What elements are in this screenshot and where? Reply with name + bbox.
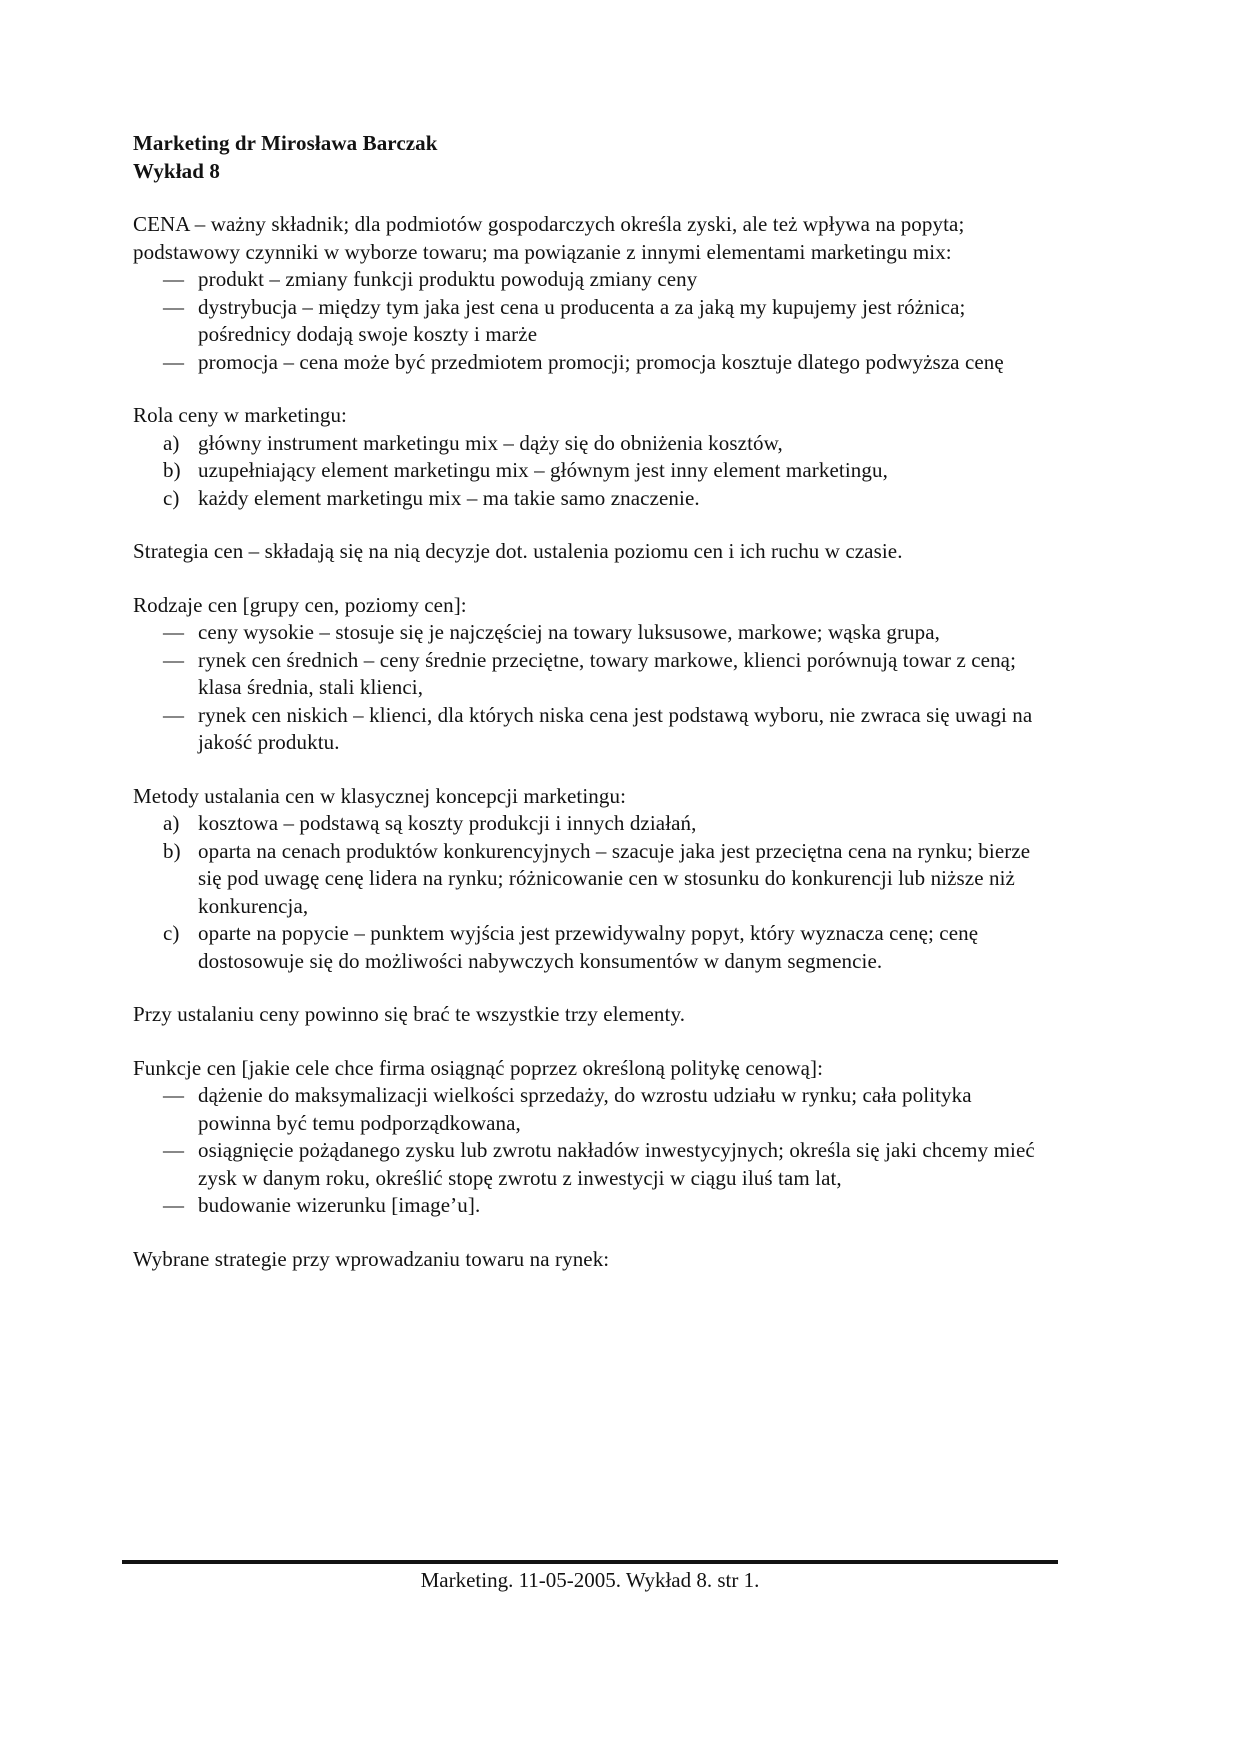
paragraph-strategia: Strategia cen – składają się na nią decyzje dot. ustalenia poziomu cen i ich ruchu w czasie. xyxy=(133,539,903,563)
funkcje-list xyxy=(133,1082,1047,1220)
letter-marker: b) xyxy=(163,458,181,482)
list-item-text: ceny wysokie – stosuje się je najczęściej na towary luksusowe, markowe; wąska grupa, xyxy=(198,620,941,644)
list-item-text: promocja – cena może być przedmiotem promocji; promocja kosztuje dlatego podwyższa cenę xyxy=(198,349,1004,374)
footer-rule xyxy=(122,1560,1058,1564)
list-item xyxy=(133,619,1047,647)
list-item xyxy=(133,1082,1047,1137)
metody-list xyxy=(133,810,1047,975)
list-item xyxy=(133,810,1047,838)
dash-marker: — xyxy=(163,1193,185,1217)
list-item-text: oparta na cenach produktów konkurencyjnych – szacuje jaka jest przeciętna cena na rynku; bierze się pod uwagę cenę lidera na rynku; różnicowanie cen w stosunku do konkurencji lub niższe niż konkurencja, xyxy=(198,838,1031,918)
dash-marker: — xyxy=(163,647,185,672)
list-item xyxy=(133,349,1047,377)
list-item-text: rynek cen niskich – klienci, dla których niska cena jest podstawą wyboru, nie zwraca się uwagi na jakość produktu. xyxy=(198,702,1033,754)
rodzaje-list xyxy=(133,619,1047,757)
letter-marker: c) xyxy=(163,921,180,945)
list-item xyxy=(133,1192,1047,1220)
dash-marker: — xyxy=(163,620,185,644)
letter-marker: b) xyxy=(163,838,181,863)
dash-marker: — xyxy=(163,1083,185,1107)
list-item-text: oparte na popycie – punktem wyjścia jest przewidywalny popyt, który wyznacza cenę; cenę dostosowuje się do możliwości nabywczych konsumentów w danym segmencie. xyxy=(198,921,979,973)
paragraph-przy-ustalaniu: Przy ustalaniu ceny powinno się brać te wszystkie trzy elementy. xyxy=(133,1002,686,1026)
list-item xyxy=(133,838,1047,921)
list-item xyxy=(133,647,1047,702)
paragraph-wybrane-strategie: Wybrane strategie przy wprowadzaniu towaru na rynek: xyxy=(133,1246,610,1271)
letter-marker: a) xyxy=(163,811,180,835)
letter-marker: a) xyxy=(163,430,180,455)
dash-marker: — xyxy=(163,702,185,727)
rola-list xyxy=(133,430,1047,513)
list-item-text: produkt – zmiany funkcji produktu powodują zmiany ceny xyxy=(198,267,698,291)
list-item xyxy=(133,294,1047,349)
section-heading-rodzaje: Rodzaje cen [grupy cen, poziomy cen]: xyxy=(133,592,467,617)
list-item-text: każdy element marketingu mix – ma takie samo znaczenie. xyxy=(198,485,700,510)
list-item-text: osiągnięcie pożądanego zysku lub zwrotu nakładów inwestycyjnych; określa się jaki chcemy mieć zysk w danym roku, określić stopę zwrotu z inwestycji w ciągu iluś tam lat, xyxy=(198,1138,1035,1190)
list-item-text: budowanie wizerunku [image’u]. xyxy=(198,1193,481,1217)
document-title: Marketing dr Mirosława Barczak xyxy=(133,131,438,155)
dash-marker: — xyxy=(163,1138,185,1162)
list-item xyxy=(133,430,1047,458)
section-heading-funkcje: Funkcje cen [jakie cele chce firma osiągnąć poprzez określoną politykę cenową]: xyxy=(133,1055,824,1080)
section-heading-rola: Rola ceny w marketingu: xyxy=(133,403,347,427)
footer-text: Marketing. 11-05-2005. Wykład 8. str 1. xyxy=(420,1568,760,1592)
dash-marker: — xyxy=(163,294,185,319)
lecture-number: Wykład 8 xyxy=(133,158,220,183)
marketing-mix-list xyxy=(133,266,1047,376)
list-item-text: kosztowa – podstawą są koszty produkcji i innych działań, xyxy=(198,811,697,835)
list-item-text: uzupełniający element marketingu mix – głównym jest inny element marketingu, xyxy=(198,458,888,482)
page-footer xyxy=(122,1560,1058,1594)
list-item xyxy=(133,702,1047,757)
list-item-text: dystrybucja – między tym jaka jest cena u producenta a za jaką my kupujemy jest różnica; pośrednicy dodają swoje koszty i marże xyxy=(198,294,966,346)
dash-marker: — xyxy=(163,267,185,291)
list-item xyxy=(133,485,1047,513)
section-heading-metody: Metody ustalania cen w klasycznej koncepcji marketingu: xyxy=(133,783,627,808)
list-item xyxy=(133,920,1047,975)
list-item-text: rynek cen średnich – ceny średnie przeciętne, towary markowe, klienci porównują towar z ceną; klasa średnia, stali klienci, xyxy=(198,647,1017,699)
paragraph-cena: CENA – ważny składnik; dla podmiotów gospodarczych określa zyski, ale też wpływa na popyta; podstawowy czynniki w wyborze towaru; ma powiązanie z innymi elementami marketingu mix: xyxy=(133,212,965,264)
list-item xyxy=(133,1137,1047,1192)
list-item xyxy=(133,457,1047,485)
letter-marker: c) xyxy=(163,485,180,510)
document-content xyxy=(133,130,1047,1273)
list-item xyxy=(133,266,1047,294)
dash-marker: — xyxy=(163,349,185,374)
list-item-text: główny instrument marketingu mix – dąży się do obniżenia kosztów, xyxy=(198,430,783,455)
list-item-text: dążenie do maksymalizacji wielkości sprzedaży, do wzrostu udziału w rynku; cała polityka powinna być temu podporządkowana, xyxy=(198,1083,972,1135)
